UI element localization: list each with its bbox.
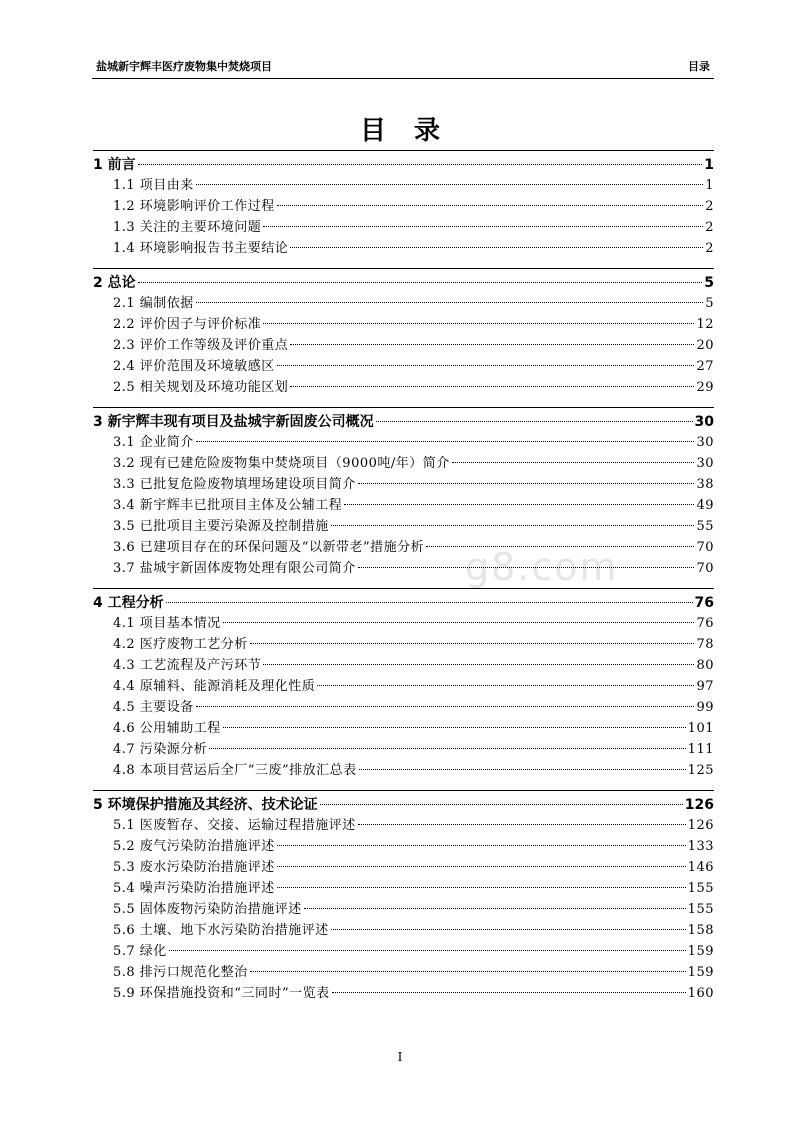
toc-section-entry[interactable] — [93, 983, 714, 1004]
toc-entry-page: 76 — [696, 616, 714, 631]
toc-entry-page: 146 — [687, 860, 714, 875]
toc-entry-page: 1 — [705, 178, 714, 193]
toc-entry-page: 2 — [705, 220, 714, 235]
toc-entry-title: 4.7 污染源分析 — [113, 742, 208, 757]
toc-section-entry[interactable] — [93, 962, 714, 983]
toc-entry-page: 80 — [696, 658, 714, 673]
toc-entry-page: 30 — [696, 435, 714, 450]
toc-entry-page: 27 — [696, 359, 714, 374]
toc-section-entry[interactable] — [93, 217, 714, 238]
toc-leader-dots — [290, 247, 703, 248]
toc-section-entry[interactable] — [93, 314, 714, 335]
toc-leader-dots — [376, 421, 693, 422]
header-project-title: 盐城新宇辉丰医疗废物集中焚烧项目 — [96, 60, 272, 73]
toc-entry-title: 5.5 固体废物污染防治措施评述 — [113, 902, 302, 917]
toc-leader-dots — [166, 602, 693, 603]
toc-section-entry[interactable] — [93, 697, 714, 718]
toc-entry-title: 1.1 项目由来 — [113, 178, 194, 193]
toc-entry-page: 20 — [696, 338, 714, 353]
toc-entry-title: 2.1 编制依据 — [113, 296, 194, 311]
toc-leader-dots — [358, 483, 695, 484]
toc-entry-page: 155 — [687, 881, 714, 896]
toc-chapter-entry[interactable] — [93, 407, 714, 432]
toc-leader-dots — [358, 567, 695, 568]
toc-entry-title: 5.3 废水污染防治措施评述 — [113, 860, 275, 875]
toc-entry-title: 4.6 公用辅助工程 — [113, 721, 221, 736]
toc-entry-page: 70 — [696, 540, 714, 555]
toc-section-entry[interactable] — [93, 432, 714, 453]
toc-entry-title: 3.6 已建项目存在的环保问题及“以新带老”措施分析 — [113, 540, 425, 555]
toc-section-entry[interactable] — [93, 836, 714, 857]
toc-entry-page: 2 — [705, 199, 714, 214]
toc-chapter-entry[interactable] — [93, 588, 714, 613]
toc-entry-page: 30 — [694, 414, 714, 430]
toc-leader-dots — [196, 184, 703, 185]
toc-entry-page: 159 — [687, 965, 714, 980]
toc-leader-dots — [358, 824, 686, 825]
toc-entry-title: 5.2 废气污染防治措施评述 — [113, 839, 275, 854]
toc-leader-dots — [209, 748, 685, 749]
toc-entry-title: 1.3 关注的主要环境问题 — [113, 220, 262, 235]
toc-entry-page: 133 — [687, 839, 714, 854]
toc-leader-dots — [331, 929, 686, 930]
toc-entry-page: 101 — [687, 721, 714, 736]
toc-leader-dots — [331, 525, 695, 526]
toc-leader-dots — [304, 908, 686, 909]
toc-leader-dots — [344, 504, 694, 505]
toc-section-entry[interactable] — [93, 453, 714, 474]
toc-leader-dots — [250, 643, 695, 644]
toc-section-entry[interactable] — [93, 676, 714, 697]
toc-entry-title: 4 工程分析 — [93, 595, 164, 611]
toc-entry-title: 5.7 绿化 — [113, 944, 167, 959]
toc-section-entry[interactable] — [93, 196, 714, 217]
toc-entry-title: 3 新宇辉丰现有项目及盐城宇新固废公司概况 — [93, 414, 374, 430]
toc-leader-dots — [277, 887, 686, 888]
toc-entry-title: 5.9 环保措施投资和“三同时”一览表 — [113, 986, 330, 1001]
toc-leader-dots — [290, 386, 694, 387]
toc-section-entry[interactable] — [93, 238, 714, 259]
toc-section-entry[interactable] — [93, 537, 714, 558]
toc-entry-title: 4.5 主要设备 — [113, 700, 194, 715]
toc-leader-dots — [196, 441, 695, 442]
toc-leader-dots — [290, 344, 694, 345]
toc-entry-title: 2.5 相关规划及环境功能区划 — [113, 380, 289, 395]
toc-leader-dots — [426, 546, 694, 547]
toc-entry-page: 160 — [687, 986, 714, 1001]
toc-leader-dots — [223, 727, 686, 728]
toc-entry-page: 5 — [704, 275, 714, 291]
toc-leader-dots — [277, 205, 703, 206]
toc-leader-dots — [320, 804, 683, 805]
toc-leader-dots — [359, 769, 686, 770]
toc-entry-title: 2 总论 — [93, 275, 136, 291]
toc-leader-dots — [138, 282, 703, 283]
toc-entry-title: 5.4 噪声污染防治措施评述 — [113, 881, 275, 896]
toc-section-entry[interactable] — [93, 377, 714, 398]
toc-chapter-entry[interactable] — [93, 150, 714, 175]
page-number: I — [397, 1050, 403, 1064]
toc-leader-dots — [263, 323, 694, 324]
toc-leader-dots — [263, 664, 694, 665]
toc-section-entry[interactable] — [93, 335, 714, 356]
toc-entry-page: 126 — [687, 818, 714, 833]
watermark: g8.com — [465, 545, 619, 589]
toc-entry-title: 5.1 医废暂存、交接、运输过程措施评述 — [113, 818, 356, 833]
toc-entry-page: 55 — [696, 519, 714, 534]
toc-entry-title: 3.7 盐城宇新固体废物处理有限公司简介 — [113, 561, 356, 576]
toc-entry-title: 3.4 新宇辉丰已批项目主体及公辅工程 — [113, 498, 343, 513]
toc-leader-dots — [196, 302, 703, 303]
toc-entry-page: 159 — [687, 944, 714, 959]
toc-section-entry[interactable] — [93, 293, 714, 314]
toc-leader-dots — [277, 365, 695, 366]
toc-entry-title: 5 环境保护措施及其经济、技术论证 — [93, 797, 318, 813]
toc-entry-page: 158 — [687, 923, 714, 938]
toc-entry-page: 1 — [704, 157, 714, 173]
toc-entry-title: 4.3 工艺流程及产污环节 — [113, 658, 262, 673]
toc-entry-title: 4.1 项目基本情况 — [113, 616, 221, 631]
toc-section-entry[interactable] — [93, 558, 714, 579]
toc-leader-dots — [332, 992, 686, 993]
toc-section-entry[interactable] — [93, 941, 714, 962]
toc-section-entry[interactable] — [93, 474, 714, 495]
toc-entry-title: 3.5 已批项目主要污染源及控制措施 — [113, 519, 329, 534]
toc-section-entry[interactable] — [93, 857, 714, 878]
toc-entry-page: 78 — [696, 637, 714, 652]
toc-leader-dots — [196, 706, 695, 707]
toc-section-entry[interactable] — [93, 878, 714, 899]
toc-leader-dots — [169, 950, 686, 951]
toc-entry-page: 99 — [696, 700, 714, 715]
toc-section-entry[interactable] — [93, 495, 714, 516]
header-section-title: 目录 — [688, 60, 710, 73]
toc-chapter-entry[interactable] — [93, 790, 714, 815]
toc-entry-title: 1.2 环境影响评价工作过程 — [113, 199, 275, 214]
toc-leader-dots — [250, 971, 686, 972]
toc-section-entry[interactable] — [93, 634, 714, 655]
toc-entry-page: 49 — [696, 498, 714, 513]
page-title: 目录 — [359, 116, 468, 146]
toc-entry-title: 1 前言 — [93, 157, 136, 173]
toc-entry-page: 38 — [696, 477, 714, 492]
toc-section-entry[interactable] — [93, 899, 714, 920]
toc-entry-page: 5 — [705, 296, 714, 311]
toc-entry-title: 3.1 企业简介 — [113, 435, 194, 450]
toc-leader-dots — [452, 462, 695, 463]
toc-leader-dots — [138, 164, 703, 165]
toc-section-entry[interactable] — [93, 613, 714, 634]
toc-entry-title: 1.4 环境影响报告书主要结论 — [113, 241, 289, 256]
toc-entry-page: 2 — [705, 241, 714, 256]
toc-entry-page: 97 — [696, 679, 714, 694]
toc-leader-dots — [277, 866, 686, 867]
toc-section-entry[interactable] — [93, 356, 714, 377]
toc-section-entry[interactable] — [93, 175, 714, 196]
toc-entry-title: 5.6 土壤、地下水污染防治措施评述 — [113, 923, 329, 938]
toc-entry-page: 155 — [687, 902, 714, 917]
page-header — [92, 54, 714, 79]
toc-entry-title: 2.4 评价范围及环境敏感区 — [113, 359, 275, 374]
toc-section-entry[interactable] — [93, 920, 714, 941]
toc-entry-page: 76 — [694, 595, 714, 611]
toc-entry-page: 126 — [684, 797, 714, 813]
toc-entry-page: 12 — [696, 317, 714, 332]
toc-entry-title: 4.4 原辅料、能源消耗及理化性质 — [113, 679, 316, 694]
table-of-contents — [93, 150, 714, 1004]
toc-entry-title: 4.2 医疗废物工艺分析 — [113, 637, 248, 652]
toc-chapter-entry[interactable] — [93, 268, 714, 293]
toc-section-entry[interactable] — [93, 815, 714, 836]
toc-entry-title: 3.3 已批复危险废物填埋场建设项目简介 — [113, 477, 356, 492]
toc-entry-page: 125 — [687, 763, 714, 778]
toc-leader-dots — [317, 685, 694, 686]
toc-entry-title: 2.2 评价因子与评价标准 — [113, 317, 262, 332]
toc-entry-title: 4.8 本项目营运后全厂“三废”排放汇总表 — [113, 763, 357, 778]
toc-entry-page: 111 — [687, 742, 714, 757]
toc-leader-dots — [263, 226, 703, 227]
toc-entry-page: 70 — [696, 561, 714, 576]
toc-section-entry[interactable] — [93, 718, 714, 739]
toc-section-entry[interactable] — [93, 739, 714, 760]
toc-section-entry[interactable] — [93, 760, 714, 781]
toc-section-entry[interactable] — [93, 655, 714, 676]
toc-section-entry[interactable] — [93, 516, 714, 537]
toc-entry-page: 30 — [696, 456, 714, 471]
toc-leader-dots — [223, 622, 695, 623]
toc-entry-title: 5.8 排污口规范化整治 — [113, 965, 248, 980]
toc-leader-dots — [277, 845, 686, 846]
toc-entry-title: 2.3 评价工作等级及评价重点 — [113, 338, 289, 353]
toc-entry-page: 29 — [696, 380, 714, 395]
toc-entry-title: 3.2 现有已建危险废物集中焚烧项目（9000吨/年）简介 — [113, 456, 450, 471]
